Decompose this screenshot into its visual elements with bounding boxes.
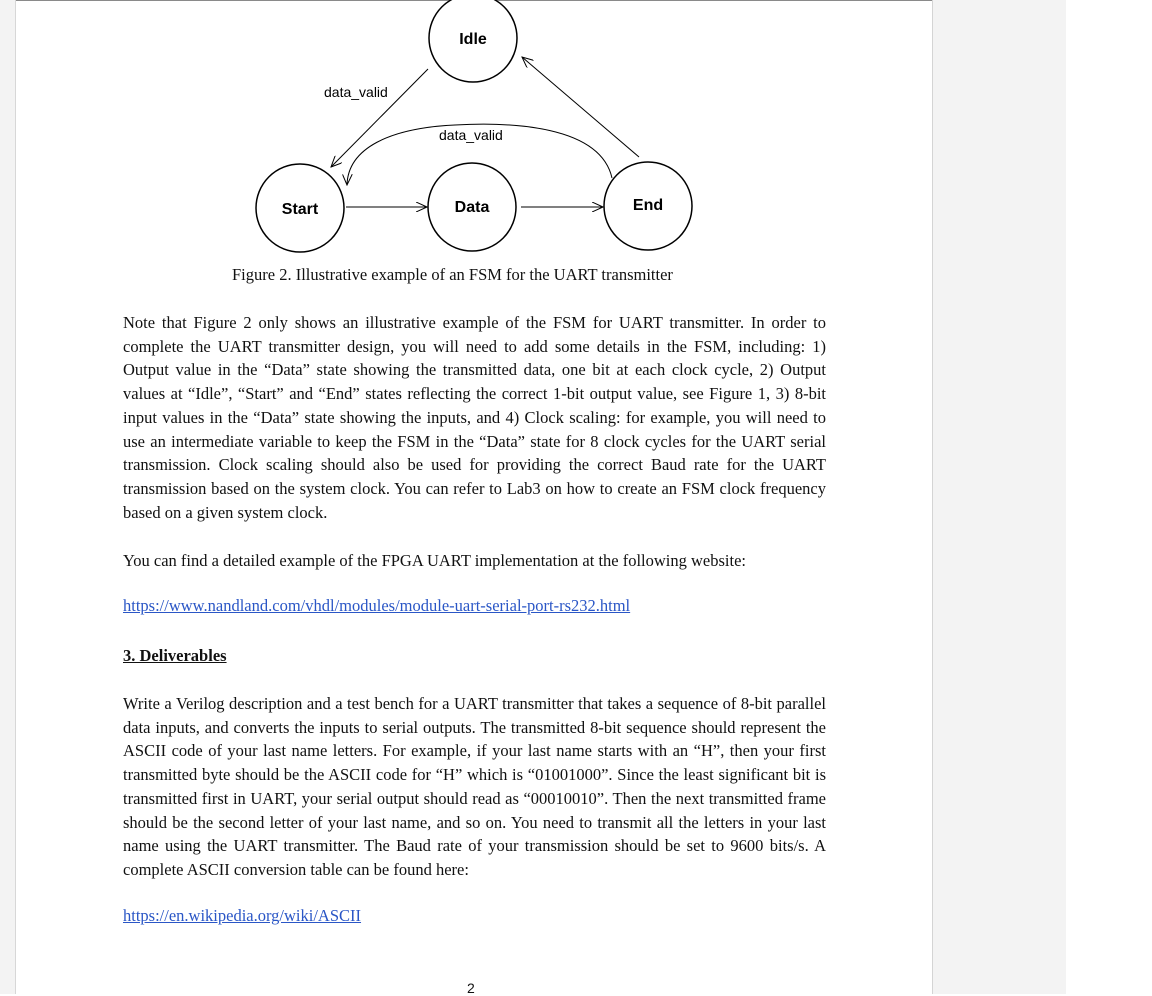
state-start-label: Start	[281, 201, 319, 218]
nandland-link[interactable]: https://www.nandland.com/vhdl/modules/module-uart-serial-port-rs232.html	[123, 596, 631, 615]
edge-label-end-start: data_valid	[439, 127, 503, 143]
right-margin-pane	[932, 0, 1066, 994]
section-heading-deliverables: 3. Deliverables	[123, 646, 227, 665]
left-margin-pane	[0, 0, 16, 994]
paragraph-website-intro: You can find a detailed example of the FPGA UART implementation at the following website:	[123, 551, 747, 570]
paragraph-deliverables: Write a Verilog description and a test bench for a UART transmitter that takes a sequence of 8-bit parallel data inputs, and converts the inputs to serial outputs. The transmitted 8-bit sequence should represent the ASCII code of your last name letters. For example, if your last name starts with an “H”, then your first transmitted byte should be the ASCII code for “H” which is “01001000”. Since the least significant bit is transmitted first in UART, your serial output should read as “00010010”. Then the next transmitted frame should be the second letter of your last name, and so on. You need to transmit all the letters in your last name using the UART transmitter. The Baud rate of your transmission should be set to 9600 bits/s. A complete ASCII conversion table can be found here:	[123, 694, 826, 879]
figure-caption: Figure 2. Illustrative example of an FSM for the UART transmitter	[232, 265, 673, 284]
fsm-diagram	[240, 0, 710, 260]
state-data-label: Data	[454, 199, 490, 216]
outside-area	[1066, 0, 1152, 994]
edge-end-to-idle	[522, 57, 639, 157]
state-idle-label: Idle	[459, 31, 487, 48]
state-end-label: End	[632, 197, 664, 214]
paragraph-fsm-notes: Note that Figure 2 only shows an illustrative example of the FSM for UART transmitter. In order to complete the UART transmitter design, you will need to add some details in the FSM, including: 1) Output value in the “Data” state showing the transmitted data, one bit at each clock cycle, 2) Output values at “Idle”, “Start” and “End” states reflecting the correct 1-bit output value, see Figure 1, 3) 8-bit input values in the “Data” state showing the inputs, and 4) Clock scaling: for example, you will need to use an intermediate variable to keep the FSM in the “Data” state for 8 clock cycles for the UART serial transmission. Clock scaling should also be used for providing the correct Baud rate for the UART transmission based on the system clock. You can refer to Lab3 on how to create an FSM clock frequency based on a given system clock.	[123, 313, 826, 522]
ascii-wiki-link[interactable]: https://en.wikipedia.org/wiki/ASCII	[123, 906, 362, 925]
edge-label-idle-start: data_valid	[324, 84, 388, 100]
page-number: 2	[467, 980, 475, 996]
